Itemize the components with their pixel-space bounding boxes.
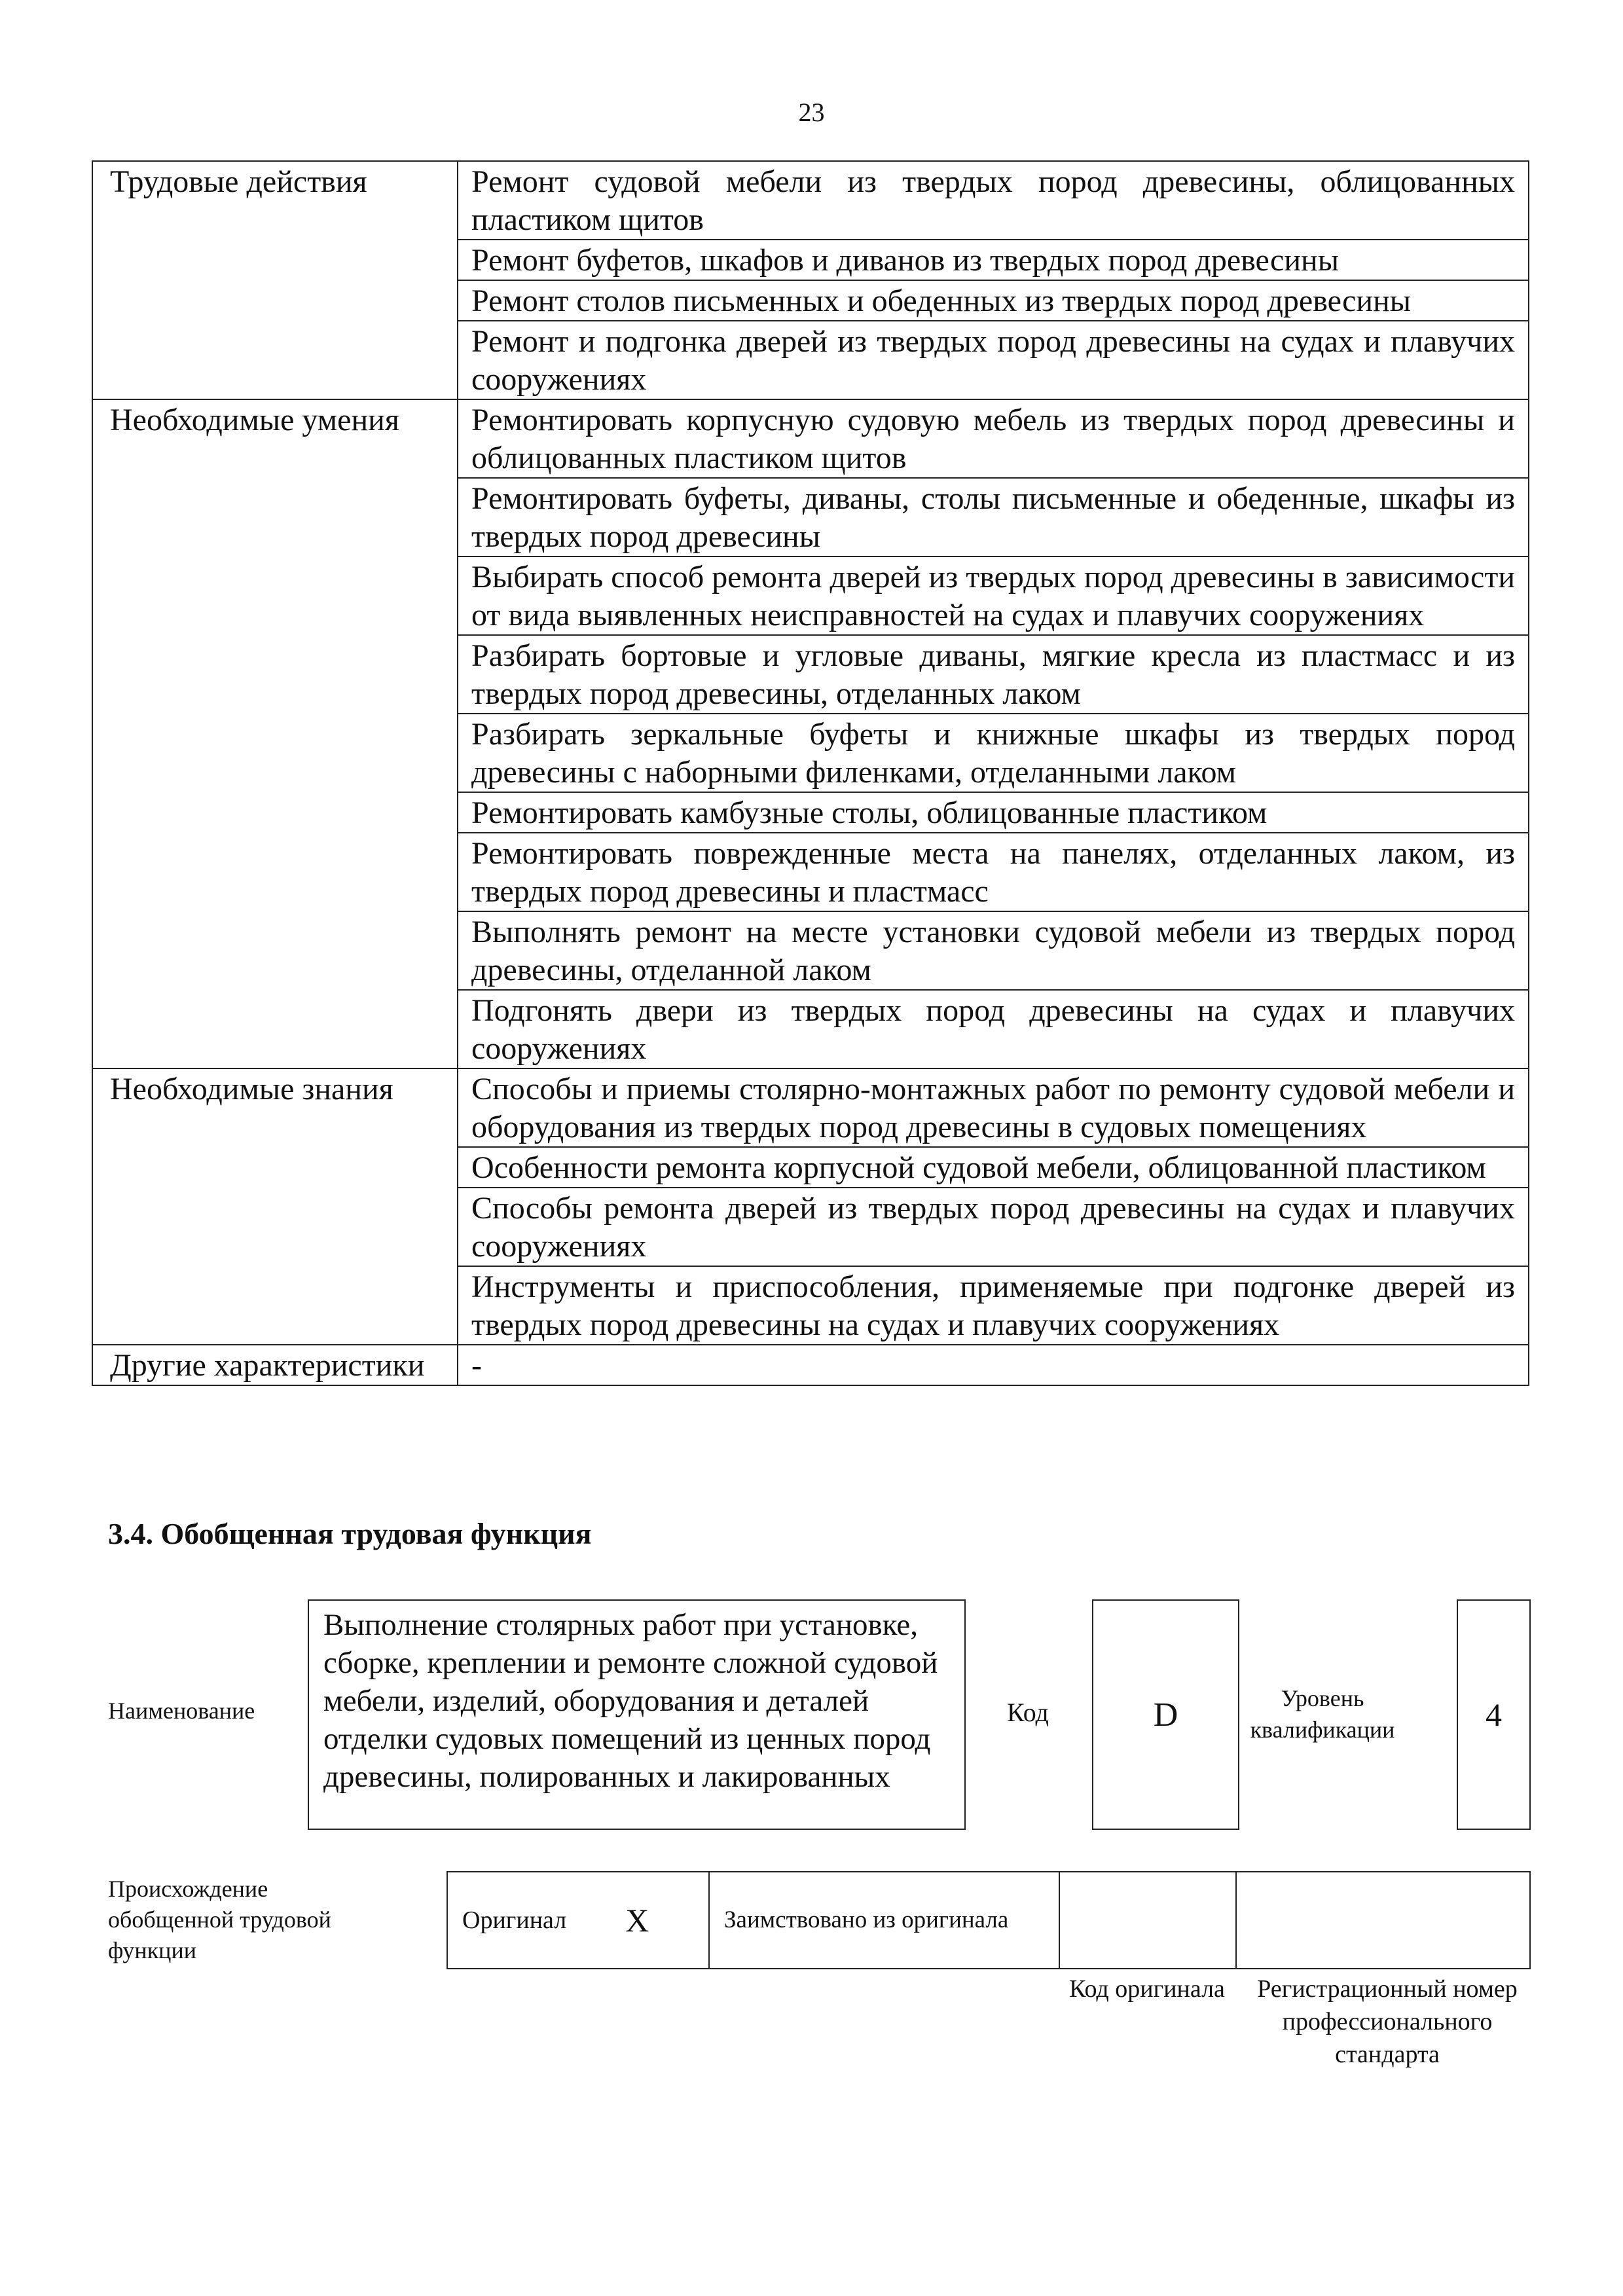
level-value-box xyxy=(1457,1599,1531,1830)
description-cell: Ремонтировать буфеты, диваны, столы письменные и обеденные, шкафы из твердых пород древесины xyxy=(458,478,1529,556)
original-label: Оригинал xyxy=(462,1906,567,1934)
category-cell: Необходимые знания xyxy=(92,1068,458,1345)
description-cell: Ремонтировать поврежденные места на панелях, отделанных лаком, из твердых пород древесины и пластмасс xyxy=(458,833,1529,911)
description-cell: Ремонт и подгонка дверей из твердых пород древесины на судах и плавучих сооружениях xyxy=(458,321,1529,399)
level-value: 4 xyxy=(1486,1696,1502,1733)
section-title: 3.4. Обобщенная трудовая функция xyxy=(108,1517,592,1550)
caption-registration-number: Регистрационный номер профессионального стандарта xyxy=(1257,1975,1518,2068)
origin-label: Происхождение обобщенной трудовой функции xyxy=(108,1876,331,1963)
table-row xyxy=(92,161,1529,240)
category-cell: Другие характеристики xyxy=(92,1345,458,1385)
description-cell: - xyxy=(458,1345,1529,1385)
code-value: D xyxy=(1153,1696,1178,1734)
registration-number-cell xyxy=(1237,1872,1529,1968)
name-value-box xyxy=(308,1599,966,1830)
code-value-box xyxy=(1092,1599,1239,1830)
description-cell: Разбирать зеркальные буфеты и книжные шкафы из твердых пород древесины с наборными филенками, отделанными лаком xyxy=(458,714,1529,792)
name-value: Выполнение столярных работ при установке, сборке, креплении и ремонте сложной судовой мебели, изделий, оборудования и деталей отделки судовых помещений из ценных пород древесины, полированных и лакированных xyxy=(323,1608,938,1794)
category-cell: Необходимые умения xyxy=(92,399,458,1068)
description-cell: Выполнять ремонт на месте установки судовой мебели из твердых пород древесины, отделанной лаком xyxy=(458,911,1529,990)
description-cell: Выбирать способ ремонта дверей из твердых пород древесины в зависимости от вида выявленных неисправностей на судах и плавучих сооружениях xyxy=(458,556,1529,635)
code-label: Код xyxy=(1007,1698,1049,1727)
description-cell: Способы ремонта дверей из твердых пород древесины на судах и плавучих сооружениях xyxy=(458,1188,1529,1266)
table-row xyxy=(92,1345,1529,1385)
borrowed-cell xyxy=(710,1872,1060,1968)
description-cell: Ремонтировать камбузные столы, облицованные пластиком xyxy=(458,792,1529,833)
description-cell: Ремонт судовой мебели из твердых пород древесины, облицованных пластиком щитов xyxy=(458,161,1529,240)
caption-original-code: Код оригинала xyxy=(1069,1975,1225,2003)
category-cell: Трудовые действия xyxy=(92,161,458,399)
name-label: Наименование xyxy=(108,1698,255,1724)
description-cell: Подгонять двери из твердых пород древесины на судах и плавучих сооружениях xyxy=(458,990,1529,1068)
table-row xyxy=(92,399,1529,478)
description-cell: Ремонт буфетов, шкафов и диванов из твердых пород древесины xyxy=(458,240,1529,280)
table-row xyxy=(92,1068,1529,1147)
level-label: Уровень квалификации xyxy=(1250,1685,1395,1743)
page-number: 23 xyxy=(798,98,825,127)
original-cell xyxy=(448,1872,710,1968)
description-cell: Особенности ремонта корпусной судовой мебели, облицованной пластиком xyxy=(458,1147,1529,1188)
origin-row xyxy=(447,1871,1531,1969)
description-cell: Ремонтировать корпусную судовую мебель из твердых пород древесины и облицованных пластиком щитов xyxy=(458,399,1529,478)
description-cell: Инструменты и приспособления, применяемые при подгонке дверей из твердых пород древесины на судах и плавучих сооружениях xyxy=(458,1266,1529,1345)
description-cell: Способы и приемы столярно-монтажных работ по ремонту судовой мебели и оборудования из твердых пород древесины в судовых помещениях xyxy=(458,1068,1529,1147)
description-cell: Разбирать бортовые и угловые диваны, мягкие кресла из пластмасс и из твердых пород древесины, отделанных лаком xyxy=(458,635,1529,714)
labor-functions-table xyxy=(92,160,1529,1386)
original-code-cell xyxy=(1060,1872,1237,1968)
borrowed-label: Заимствовано из оригинала xyxy=(724,1906,1009,1933)
original-mark: X xyxy=(625,1902,649,1939)
description-cell: Ремонт столов письменных и обеденных из твердых пород древесины xyxy=(458,280,1529,321)
